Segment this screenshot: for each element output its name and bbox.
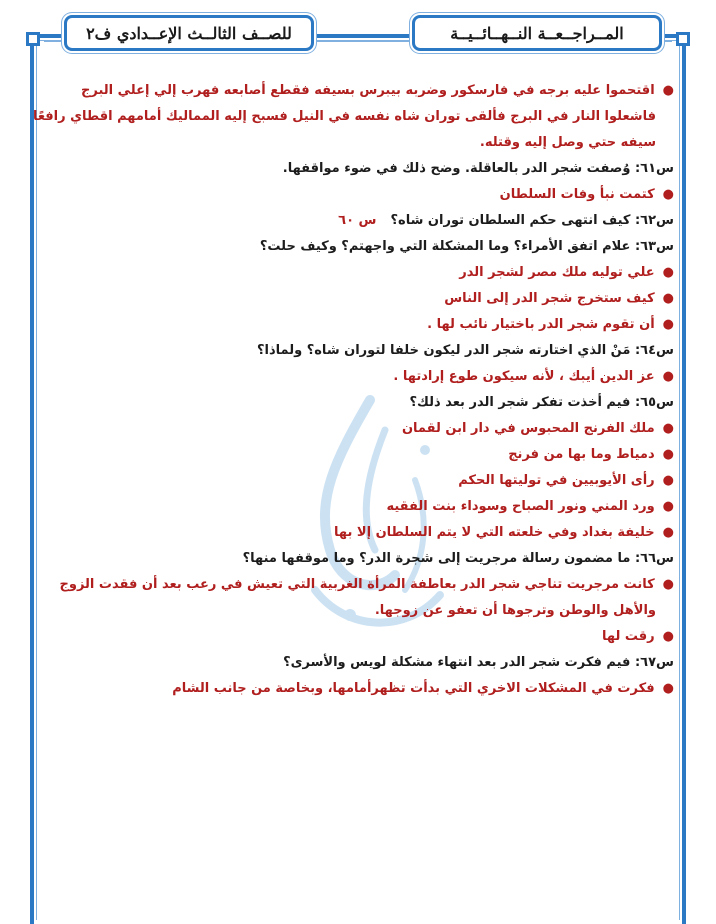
question-61: س٦١: وُصفت شجر الدر بالعاقلة. وضح ذلك في ضوء مواقفها. — [282, 161, 674, 176]
question-reference: س ٦٠ — [338, 213, 377, 228]
answer-item: ● ورد المني ونور الصباح وسوداء بنت الفقيه — [386, 499, 674, 514]
answer-item: ● علي توليه ملك مصر لشجر الدر — [459, 265, 674, 280]
answer-item: ● فكرت في المشكلات الاخري التي بدأت تظهرأمامها، وبخاصة من جانب الشام — [172, 681, 674, 696]
bullet-icon: ● — [662, 499, 674, 514]
review-content — [32, 78, 674, 702]
answer-item: ● عز الدين أيبك ، لأنه سيكون طوع إرادتها . — [393, 369, 674, 384]
list-item-continuation: فاشعلوا النار في البرج فألقى توران شاه نفسه في النيل فسبح إليه المماليك أمامهم اقطاي رافعًا — [32, 109, 656, 124]
question-63: س٦٣: علام اتفق الأمراء؟ وما المشكلة التي واجهتم؟ وكيف حلت؟ — [259, 239, 674, 254]
answer-item: ● دمياط وما بها من فرنج — [508, 447, 674, 462]
bullet-icon: ● — [662, 473, 674, 488]
bullet-icon: ● — [662, 265, 674, 280]
answer-item-continuation: والأهل والوطن وترجوها أن تعفو عن زوجها. — [374, 603, 656, 618]
bullet-icon: ● — [662, 629, 674, 644]
question-66: س٦٦: ما مضمون رسالة مرجريت إلى شجرة الدر؟ وما موقفها منها؟ — [242, 551, 674, 566]
answer-item: ● كيف ستخرج شجر الدر إلى الناس — [444, 291, 674, 306]
answer-item: ● رأى الأيوبيين في توليتها الحكم — [458, 473, 674, 488]
bullet-icon: ● — [662, 83, 674, 98]
answer-item: ● كانت مرجريت تناجي شجر الدر بعاطفة المرأة الغربية التي تعيش في رعب بعد أن فقدت الزوج — [59, 577, 674, 592]
answer-item: ● كتمت نبأ وفات السلطان — [499, 187, 674, 202]
answer-item: ● ملك الفرنج المحبوس في دار ابن لقمان — [401, 421, 674, 436]
question-67: س٦٧: فيم فكرت شجر الدر بعد انتهاء مشكلة لويس والأسرى؟ — [283, 655, 674, 670]
question-62: س٦٢: كيف انتهى حكم السلطان توران شاه؟ س ٦٠ — [338, 213, 674, 228]
bullet-icon: ● — [662, 317, 674, 332]
header-grade: للصــف الثالــث الإعــدادي ف٢ — [86, 23, 292, 43]
answer-item: ● أن تقوم شجر الدر باختيار نائب لها . — [427, 317, 674, 332]
bullet-icon: ● — [662, 421, 674, 436]
bullet-icon: ● — [662, 291, 674, 306]
header-title-box — [412, 15, 662, 51]
list-item: ● اقتحموا عليه برجه في فارسكور وضربه بيبرس بسيفه فقطع أصابعه فهرب إلي إعلي البرج — [81, 83, 674, 98]
frame-corner-left — [26, 32, 40, 46]
header-title: المــراجــعــة النــهــائــيــة — [450, 23, 624, 43]
bullet-icon: ● — [662, 447, 674, 462]
bullet-icon: ● — [662, 187, 674, 202]
bullet-icon: ● — [662, 525, 674, 540]
list-item-continuation: سيفه حتي وصل إليه وقتله. — [479, 135, 656, 150]
header-grade-box — [64, 15, 314, 51]
frame-corner-right — [676, 32, 690, 46]
question-65: س٦٥: فيم أخذت تفكر شجر الدر بعد ذلك؟ — [409, 395, 674, 410]
question-64: س٦٤: مَنْ الذي اختارته شجر الدر ليكون خلفا لتوران شاه؟ ولماذا؟ — [256, 343, 674, 358]
bullet-icon: ● — [662, 577, 674, 592]
answer-item: ● خليفة بغداد وفي خلعته التي لا يتم السلطان إلا بها — [334, 525, 674, 540]
bullet-icon: ● — [662, 369, 674, 384]
answer-item: ● رقت لها — [602, 629, 674, 644]
bullet-icon: ● — [662, 681, 674, 696]
